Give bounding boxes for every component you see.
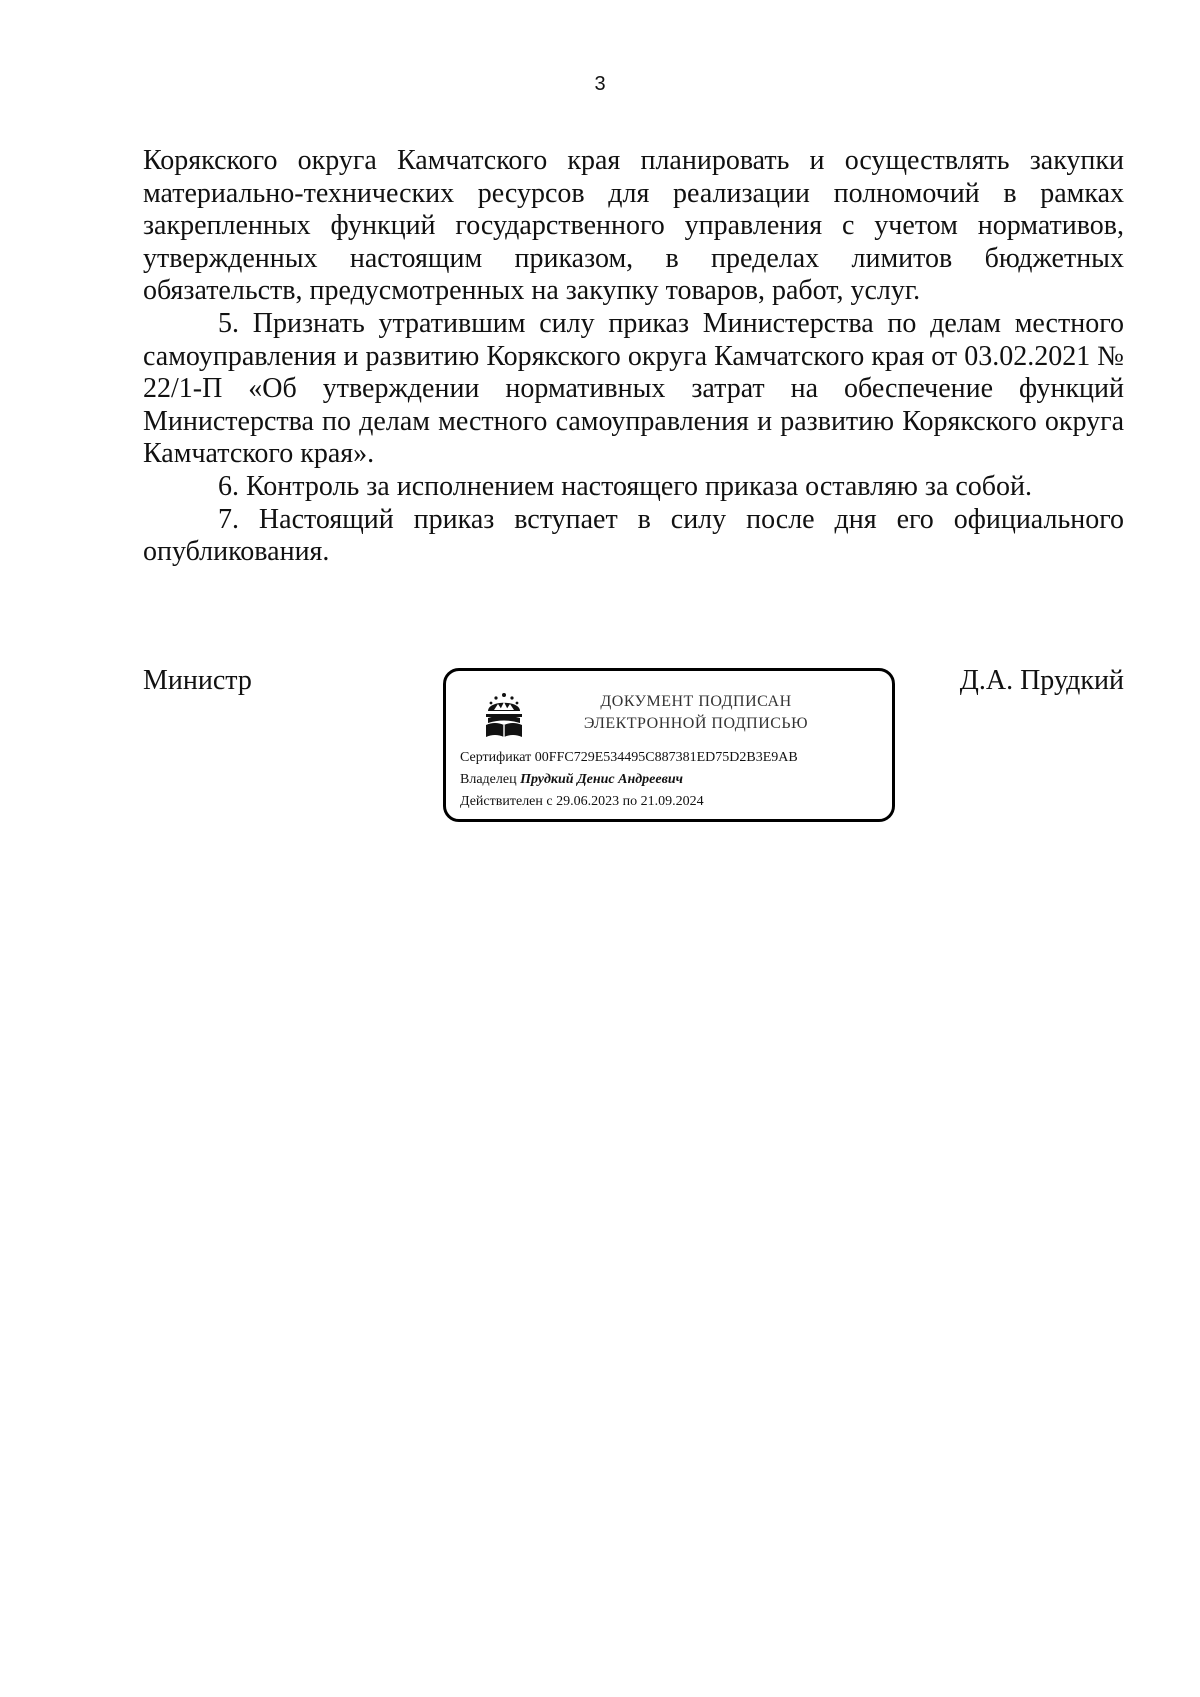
owner-value: Прудкий Денис Андреевич <box>520 772 683 787</box>
document-body <box>143 145 1124 569</box>
owner-label: Владелец <box>460 772 517 787</box>
stamp-title-line-1: ДОКУМЕНТ ПОДПИСАН <box>600 693 792 710</box>
certificate-label: Сертификат <box>460 750 532 765</box>
kamchatka-emblem-icon <box>482 687 526 741</box>
electronic-signature-stamp <box>443 668 895 822</box>
page-number: 3 <box>594 73 606 95</box>
valid-label: Действителен <box>460 794 543 809</box>
paragraph-procurement: Корякского округа Камчатского края планировать и осуществлять закупки материально-технических ресурсов для реализации полномочий в рамках закрепленных функций государственного управления с учетом нормативов, утвержденных настоящим приказом, в пределах лимитов бюджетных обязательств, предусмотренных на закупку товаров, работ, услуг. <box>143 145 1124 307</box>
stamp-title <box>546 691 846 735</box>
paragraph-item-6: 6. Контроль за исполнением настоящего приказа оставляю за собой. <box>218 470 1033 502</box>
signature-name: Д.А. Прудкий <box>959 665 1124 696</box>
signature-role: Министр <box>143 665 252 696</box>
valid-from-label: с <box>546 794 553 809</box>
stamp-owner-line <box>460 769 890 791</box>
paragraph-item-5: 5. Признать утратившим силу приказ Министерства по делам местного самоуправления и развитию Корякского округа Камчатского края от 03.02.2021 № 22/1-П «Об утверждении нормативных затрат на обеспечение функций Министерства по делам местного самоуправления и развитию Корякского округа Камчатского края». <box>143 307 1124 470</box>
stamp-details <box>460 747 890 813</box>
stamp-title-line-2: ЭЛЕКТРОННОЙ ПОДПИСЬЮ <box>583 715 809 732</box>
valid-to-label: по <box>622 794 638 809</box>
valid-to: 21.09.2024 <box>640 794 704 809</box>
stamp-validity-line <box>460 791 890 813</box>
certificate-value: 00FFC729E534495C887381ED75D2B3E9AB <box>534 750 798 765</box>
stamp-certificate-line <box>460 747 890 769</box>
paragraph-item-7: 7. Настоящий приказ вступает в силу после дня его официального опубликования. <box>143 503 1124 568</box>
valid-from: 29.06.2023 <box>556 794 620 809</box>
